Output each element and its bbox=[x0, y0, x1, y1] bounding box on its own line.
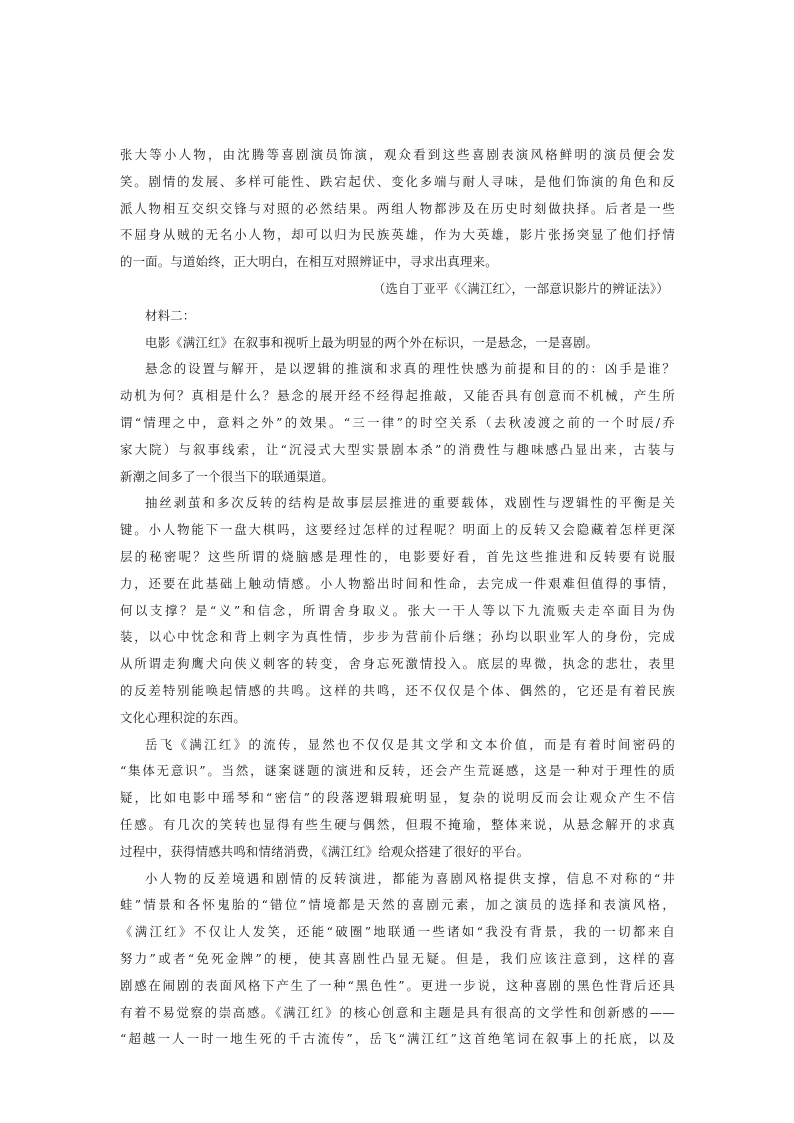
text-line: 蛙”情景和各怀鬼胎的“错位”情境都是天然的喜剧元素，加之演员的选择和表演风格， bbox=[120, 897, 675, 913]
text-line: 派人物相互交织交锋与对照的必然结果。两组人物都涉及在历史时刻做抉择。后者是一些 bbox=[120, 200, 675, 216]
text-line: 的反差特别能唤起情感的共鸣。这样的共鸣，还不仅仅是个体、偶然的，它还是有着民族 bbox=[120, 682, 675, 698]
text-line: “集体无意识”。当然，谜案谜题的演进和反转，还会产生荒诞感，这是一种对于理性的质 bbox=[120, 763, 675, 779]
text-line: “超越一人一时一地生死的千古流传”，岳飞“满江红”这首绝笔词在叙事上的托底，以及 bbox=[120, 1031, 675, 1047]
source-citation: （选自丁亚平《〈满江红〉，一部意识影片的辨证法》） bbox=[372, 280, 669, 296]
text-line: 文化心理积淀的东西。 bbox=[120, 709, 246, 725]
paragraph-comedy bbox=[120, 866, 675, 1054]
text-line: 动机为何？真相是什么？悬念的展开经不经得起推敲，又能否具有创意而不机械，产生所 bbox=[120, 388, 675, 404]
text-line: 抽丝剥茧和多次反转的结构是故事层层推进的重要载体，戏剧性与逻辑性的平衡是关 bbox=[145, 495, 675, 511]
text-line: 笑。剧情的发展、多样可能性、跌宕起伏、变化多端与耐人寻味，是他们饰演的角色和反 bbox=[120, 173, 675, 189]
text-line: 任感。有几次的笑转也显得有些生硬与偶然，但瑕不掩瑜，整体来说，从悬念解开的求真 bbox=[120, 816, 675, 832]
text-line: 谓“情理之中，意料之外”的效果。“三一律”的时空关系（去秋凌渡之前的一个时辰/乔 bbox=[120, 414, 675, 430]
text-line: 家大院）与叙事线索，让“沉浸式大型实景剧本杀”的消费性与趣味感凸显出来，古装与 bbox=[120, 441, 675, 457]
text-line: 疑，比如电影中瑶琴和“密信”的段落逻辑瑕疵明显，复杂的说明反而会让观众产生不信 bbox=[120, 790, 675, 806]
text-line: 过程中，获得情感共鸣和情绪消费，《满江红》给观众搭建了很好的平台。 bbox=[120, 843, 530, 859]
text-line: 新潮之间多了一个很当下的联通渠道。 bbox=[120, 468, 335, 484]
text-line: 剧感在闹剧的表面风格下产生了一种“黑色性”。更进一步说，这种喜剧的黑色性背后还具 bbox=[120, 977, 675, 993]
document-page bbox=[120, 142, 675, 1053]
text-line: 有着不易觉察的崇高感。《满江红》的核心创意和主题是具有很高的文学性和创新感的—— bbox=[120, 1004, 675, 1020]
paragraph-structure bbox=[120, 490, 675, 731]
material-heading: 材料二： bbox=[145, 307, 196, 323]
paragraph-continuation bbox=[120, 142, 675, 276]
text-line: 键。小人物能下一盘大棋吗，这要经过怎样的过程呢？明面上的反转又会隐藏着怎样更深 bbox=[120, 522, 675, 538]
text-line: 《满江红》不仅让人发笑，还能“破圈”地联通一些诸如“我没有背景，我的一切都来自 bbox=[120, 924, 675, 940]
text-line: 不屈身从贼的无名小人物，却可以归为民族英雄，作为大英雄，影片张扬突显了他们抒情 bbox=[120, 227, 675, 243]
text-line: 层的秘密呢？这些所谓的烧脑感是理性的，电影要好看，首先这些推进和反转要有说服 bbox=[120, 548, 675, 564]
text-line: 小人物的反差境遇和剧情的反转演进，都能为喜剧风格提供支撑，信息不对称的“井 bbox=[145, 870, 675, 886]
text-line: 岳飞《满江红》的流传，显然也不仅仅是其文学和文本价值，而是有着时间密码的 bbox=[145, 736, 675, 752]
text-line: 努力”或者“免死金牌”的梗，使其喜剧性凸显无疑。但是，我们应该注意到，这样的喜 bbox=[120, 950, 675, 966]
paragraph-suspense bbox=[120, 356, 675, 490]
text-line: 张大等小人物，由沈腾等喜剧演员饰演，观众看到这些喜剧表演风格鲜明的演员便会发 bbox=[120, 147, 675, 162]
paragraph-intro: 电影《满江红》在叙事和视听上最为明显的两个外在标识，一是悬念，一是喜剧。 bbox=[145, 334, 599, 350]
paragraph-collective bbox=[120, 732, 675, 866]
text-line: 力，还要在此基础上触动情感。小人物豁出时间和性命，去完成一件艰难但值得的事情， bbox=[120, 575, 675, 591]
text-line: 从所谓走狗鹰犬向侠义刺客的转变，舍身忘死激情投入。底层的卑微，执念的悲壮，表里 bbox=[120, 656, 675, 672]
text-line: 装，以心中忱念和背上刺字为真性情，步步为营前仆后继；孙均以职业军人的身份，完成 bbox=[120, 629, 675, 645]
text-line: 的一面。与道始终，正大明白，在相互对照辨证中，寻求出真理来。 bbox=[120, 254, 498, 270]
text-line: 何以支撑？是“义”和信念，所谓舍身取义。张大一干人等以下九流贩夫走卒面目为伪 bbox=[120, 602, 675, 618]
text-line: 悬念的设置与解开，是以逻辑的推演和求真的理性快感为前提和目的的：凶手是谁？ bbox=[145, 361, 675, 377]
